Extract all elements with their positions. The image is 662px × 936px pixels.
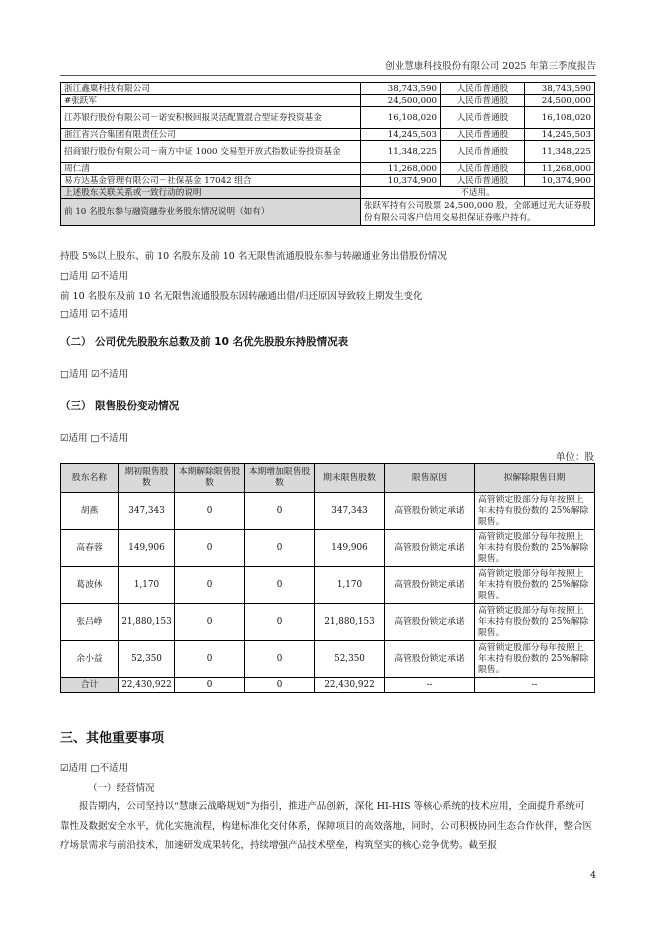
shareholder-name: 浙江省兴合集团有限责任公司 [61, 129, 361, 141]
total-reason: -- [385, 678, 475, 693]
table-header-row [61, 464, 595, 493]
added-shares: 0 [245, 567, 315, 604]
holder-name: 余小益 [61, 641, 119, 678]
shareholder-shares: 16,108,020 [361, 107, 441, 129]
share-count: 16,108,020 [525, 107, 595, 129]
share-class: 人民币普通股 [441, 141, 525, 163]
margin-label: 前 10 名股东参与融资融券业务股东情况说明（如有） [61, 199, 361, 226]
table-row [61, 567, 595, 604]
shareholder-name: 招商银行股份有限公司－南方中证 1000 交易型开放式指数证券投资基金 [61, 141, 361, 163]
restricted-shares-table [60, 463, 595, 693]
shareholder-name: 江苏银行股份有限公司－诺安积极回报灵活配置混合型证券投资基金 [61, 107, 361, 129]
change-text: 前 10 名股东及前 10 名无限售流通股股东因转融通出借/归还原因导致较上期发生变化 [60, 291, 423, 302]
table-row [61, 107, 595, 129]
release-plan: 高管锁定股部分每年按照上年末持有股份数的 25%解除限售。 [475, 493, 595, 530]
unit-label: 单位：股 [555, 452, 594, 463]
relation-row [61, 187, 595, 199]
share-count: 24,500,000 [525, 95, 595, 107]
holder-name: 高春蓉 [61, 530, 119, 567]
restriction-reason: 高管股份锁定承诺 [385, 493, 475, 530]
holder-name: 胡燕 [61, 493, 119, 530]
section-preferred-title: （二） 公司优先股股东总数及前 10 名优先股股东持股情况表 [60, 336, 349, 348]
total-added: 0 [245, 678, 315, 693]
released-shares: 0 [175, 530, 245, 567]
top-shareholders-table [60, 82, 595, 226]
table-row [61, 493, 595, 530]
part3-title: 三、其他重要事项 [60, 731, 165, 746]
total-begin: 22,430,922 [119, 678, 175, 693]
shareholder-shares: 24,500,000 [361, 95, 441, 107]
margin-value: 张跃军持有公司股票 24,500,000 股，全部通过光大证券股份有限公司客户信用交易担保证券账户持有。 [361, 199, 595, 226]
end-shares: 1,170 [315, 567, 385, 604]
end-shares: 149,906 [315, 530, 385, 567]
restriction-reason: 高管股份锁定承诺 [385, 641, 475, 678]
share-class: 人民币普通股 [441, 163, 525, 175]
share-count: 10,374,900 [525, 175, 595, 187]
table-row [61, 175, 595, 187]
shareholder-name: 易方达基金管理有限公司－社保基金 17042 组合 [61, 175, 361, 187]
shareholder-name: 周仁清 [61, 163, 361, 175]
page-number: 4 [589, 870, 596, 881]
released-shares: 0 [175, 641, 245, 678]
total-row [61, 678, 595, 693]
part3-option: ☑适用 □不适用 [60, 763, 129, 774]
restriction-reason: 高管股份锁定承诺 [385, 530, 475, 567]
share-count: 11,348,225 [525, 141, 595, 163]
added-shares: 0 [245, 604, 315, 641]
shareholder-shares: 14,245,503 [361, 129, 441, 141]
table-row [61, 641, 595, 678]
shareholder-shares: 10,374,900 [361, 175, 441, 187]
col-header: 股东名称 [61, 464, 119, 493]
change-option: □适用 ☑不适用 [60, 309, 129, 320]
table-row [61, 129, 595, 141]
end-shares: 52,350 [315, 641, 385, 678]
begin-shares: 149,906 [119, 530, 175, 567]
table-row [61, 604, 595, 641]
release-plan: 高管锁定股部分每年按照上年末持有股份数的 25%解除限售。 [475, 530, 595, 567]
share-class: 人民币普通股 [441, 129, 525, 141]
total-end: 22,430,922 [315, 678, 385, 693]
table-row [61, 141, 595, 163]
shareholder-shares: 11,348,225 [361, 141, 441, 163]
shareholder-shares: 38,743,590 [361, 83, 441, 95]
table-row [61, 95, 595, 107]
released-shares: 0 [175, 567, 245, 604]
lending-option: □适用 ☑不适用 [60, 271, 129, 282]
shareholder-name: #张跃军 [61, 95, 361, 107]
share-class: 人民币普通股 [441, 175, 525, 187]
margin-row [61, 199, 595, 226]
col-header: 本期解除限售股数 [175, 464, 245, 493]
operations-paragraph: 报告期内，公司坚持以“慧康云战略规划”为指引，推进产品创新，深化 HI-HIS 等核心系统的技术应用，全面提升系统可靠性及数据安全水平，优化实施流程，构建标准化交付体系，保障项目的高效落地，同时，公司积极协同生态合作伙伴，整合医疗场景需求与前沿技术，加速研发成果转化，持续增强产品技术壁垒，构筑坚实的核心竞争优势。截至报 [60, 801, 593, 851]
relation-label: 上述股东关联关系或一致行动的说明 [61, 187, 361, 199]
share-class: 人民币普通股 [441, 107, 525, 129]
release-plan: 高管锁定股部分每年按照上年末持有股份数的 25%解除限售。 [475, 604, 595, 641]
added-shares: 0 [245, 530, 315, 567]
begin-shares: 1,170 [119, 567, 175, 604]
share-class: 人民币普通股 [441, 95, 525, 107]
part3-subheading: （一）经营情况 [88, 783, 155, 794]
released-shares: 0 [175, 604, 245, 641]
share-class: 人民币普通股 [441, 83, 525, 95]
shareholder-name: 浙江鑫粟科技有限公司 [61, 83, 361, 95]
col-header: 期初限售股数 [119, 464, 175, 493]
relation-value: 不适用。 [361, 187, 595, 199]
total-plan: -- [475, 678, 595, 693]
table-row [61, 530, 595, 567]
report-title: 创业慧康科技股份有限公司 2025 年第三季度报告 [385, 61, 596, 72]
begin-shares: 347,343 [119, 493, 175, 530]
released-shares: 0 [175, 493, 245, 530]
share-count: 14,245,503 [525, 129, 595, 141]
total-label: 合计 [61, 678, 119, 693]
section-restricted-option: ☑适用 □不适用 [60, 433, 129, 444]
col-header: 拟解除限售日期 [475, 464, 595, 493]
holder-name: 张吕峥 [61, 604, 119, 641]
lending-text: 持股 5%以上股东、前 10 名股东及前 10 名无限售流通股股东参与转融通业务出借股份情况 [60, 251, 447, 262]
share-count: 11,268,000 [525, 163, 595, 175]
release-plan: 高管锁定股部分每年按照上年末持有股份数的 25%解除限售。 [475, 567, 595, 604]
page-header [60, 58, 596, 76]
end-shares: 347,343 [315, 493, 385, 530]
col-header: 期末限售股数 [315, 464, 385, 493]
begin-shares: 52,350 [119, 641, 175, 678]
added-shares: 0 [245, 641, 315, 678]
table-row [61, 83, 595, 95]
table-row [61, 163, 595, 175]
release-plan: 高管锁定股部分每年按照上年末持有股份数的 25%解除限售。 [475, 641, 595, 678]
col-header: 本期增加限售股数 [245, 464, 315, 493]
section-restricted-title: （三） 限售股份变动情况 [60, 400, 180, 412]
end-shares: 21,880,153 [315, 604, 385, 641]
share-count: 38,743,590 [525, 83, 595, 95]
restriction-reason: 高管股份锁定承诺 [385, 567, 475, 604]
restriction-reason: 高管股份锁定承诺 [385, 604, 475, 641]
begin-shares: 21,880,153 [119, 604, 175, 641]
section-preferred-option: □适用 ☑不适用 [60, 369, 129, 380]
col-header: 限售原因 [385, 464, 475, 493]
shareholder-shares: 11,268,000 [361, 163, 441, 175]
total-released: 0 [175, 678, 245, 693]
holder-name: 葛波休 [61, 567, 119, 604]
added-shares: 0 [245, 493, 315, 530]
